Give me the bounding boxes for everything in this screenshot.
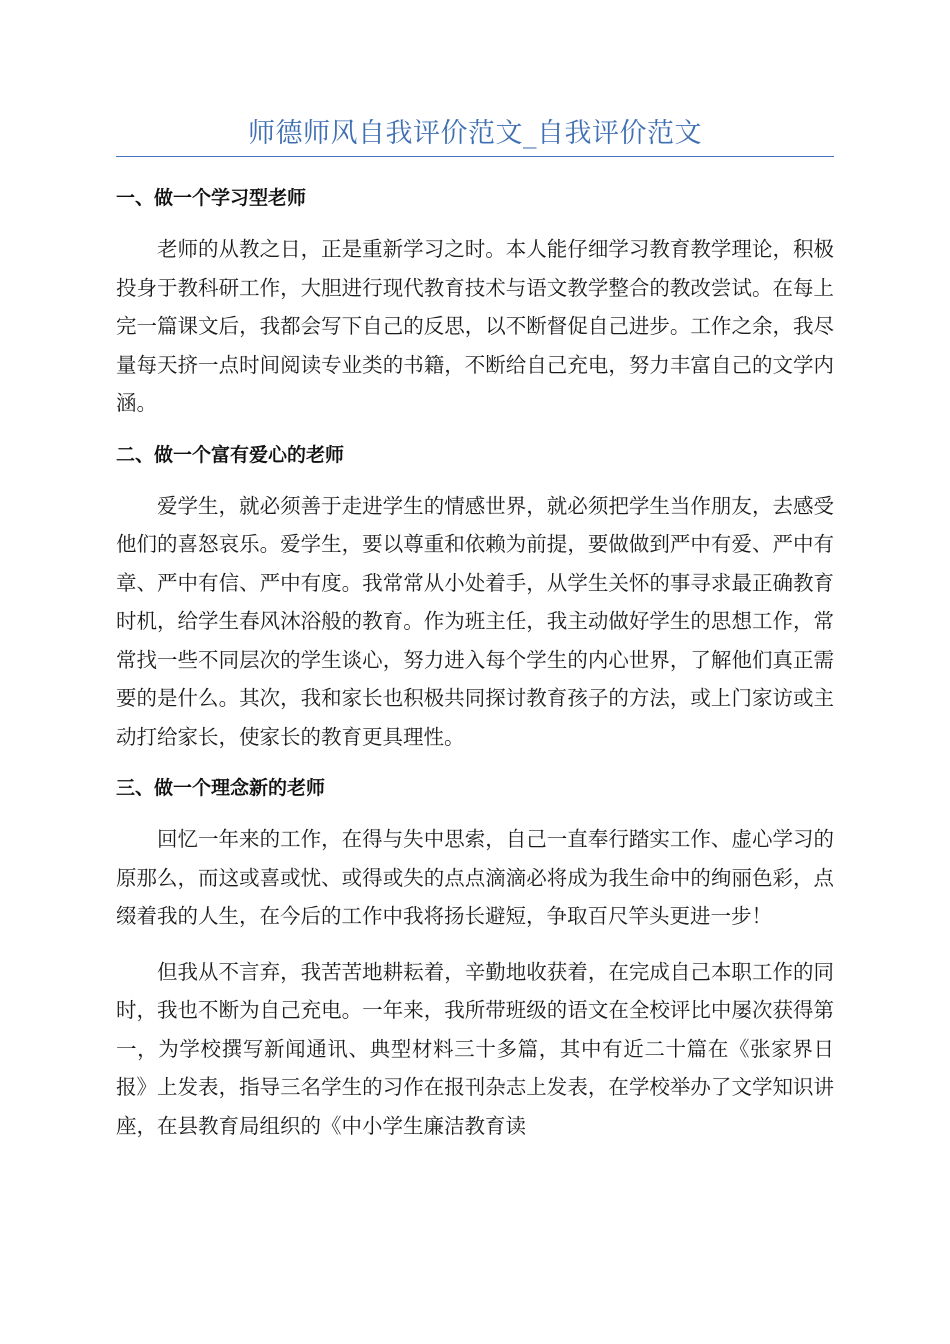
section-caring-teacher (116, 440, 834, 757)
section-heading: 二、做一个富有爱心的老师 (116, 443, 345, 466)
section-new-ideas-teacher (116, 773, 834, 1145)
document-page (116, 112, 834, 1162)
body-paragraph: 老师的从教之日，正是重新学习之时。本人能仔细学习教育教学理论，积极投身于教科研工作，大胆进行现代教育技术与语文教学整合的教改尝试。在每上完一篇课文后，我都会写下自己的反思，以不断督促自己进步。工作之余，我尽量每天挤一点时间阅读专业类的书籍，不断给自己充电，努力丰富自己的文学内涵。 (116, 237, 834, 415)
body-paragraph: 爱学生，就必须善于走进学生的情感世界，就必须把学生当作朋友，去感受他们的喜怒哀乐。爱学生，要以尊重和依赖为前提，要做做到严中有爱、严中有章、严中有信、严中有度。我常常从小处着手，从学生关怀的事寻求最正确教育时机，给学生春风沐浴般的教育。作为班主任，我主动做好学生的思想工作，常常找一些不同层次的学生谈心，努力进入每个学生的内心世界，了解他们真正需要的是什么。其次，我和家长也积极共同探讨教育孩子的方法，或上门家访或主动打给家长，使家长的教育更具理性。 (116, 493, 834, 749)
body-paragraph: 但我从不言弃，我苦苦地耕耘着，辛勤地收获着，在完成自己本职工作的同时，我也不断为自己充电。一年来，我所带班级的语文在全校评比中屡次获得第一，为学校撰写新闻通讯、典型材料三十多篇，其中有近二十篇在《张家界日报》上发表，指导三名学生的习作在报刊杂志上发表，在学校举办了文学知识讲座，在县教育局组织的《中小学生廉洁教育读 (116, 959, 834, 1138)
title-underline (116, 156, 834, 157)
section-heading: 三、做一个理念新的老师 (116, 777, 326, 799)
section-heading: 一、做一个学习型老师 (116, 187, 307, 209)
section-learning-teacher (116, 183, 834, 423)
document-title: 师德师风自我评价范文_自我评价范文 (248, 118, 702, 149)
body-paragraph: 回忆一年来的工作，在得与失中思索，自己一直奉行踏实工作、虚心学习的原那么，而这或喜或忧、或得或失的点点滴滴必将成为我生命中的绚丽色彩，点缀着我的人生，在今后的工作中我将扬长避短，争取百尺竿头更进一步！ (116, 827, 834, 928)
